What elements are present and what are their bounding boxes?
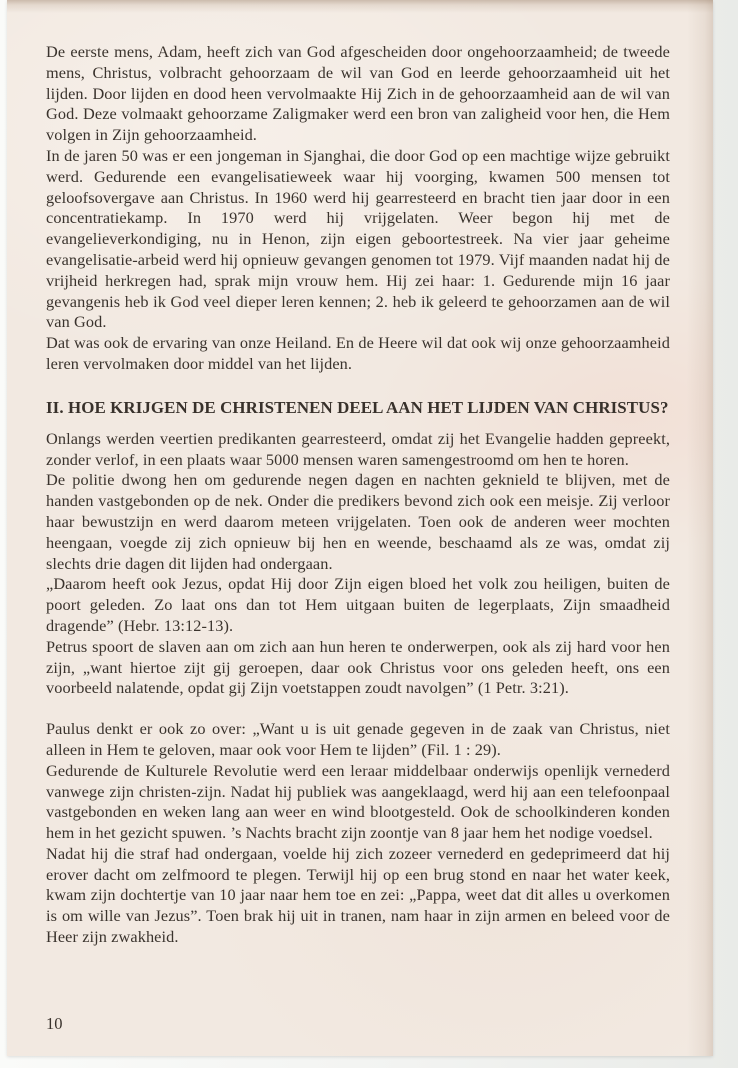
section-heading: II. HOE KRIJGEN DE CHRISTENEN DEEL AAN HET LIJDEN VAN CHRISTUS? [46, 397, 669, 417]
paragraph: Petrus spoort de slaven aan om zich aan hun heren te onderwerpen, ook als zij hard voor hen zijn, „want hiertoe zijt gij geroepen, daar ook Christus voor ons geleden heeft, ons een voorbeeld nalatende, opdat gij Zijn voetstappen zoudt navolgen” (1 Petr. 3:21). [46, 636, 670, 698]
paragraph: Onlangs werden veertien predikanten gearresteerd, omdat zij het Evangelie hadden gepreekt, zonder verlof, in een plaats waar 5000 mensen waren samengestroomd om hen te horen. [46, 428, 670, 469]
paragraph: Dat was ook de ervaring van onze Heiland. En de Heere wil dat ook wij onze gehoorzaamheid leren vervolmaken door middel van het lijden. [46, 333, 670, 373]
paragraph: In de jaren 50 was er een jongeman in Sjanghai, die door God op een machtige wijze gebruikt werd. Gedurende een evangelisatieweek waar hij voorging, kwamen 500 mensen tot geloofsovergave aan Christus. In 1960 werd hij gearresteerd en bracht tien jaar door in een concentratiekamp. In 1970 werd hij vrijgelaten. Weer begon hij met de evangelieverkondiging, nu in Henon, zijn eigen geboortestreek. Na vier jaar geheime evangelisatie-arbeid werd hij opnieuw gevangen genomen tot 1979. Vijf maanden nadat hij de vrijheid herkregen had, sprak mijn vrouw hem. Hij zei haar: 1. Gedurende mijn 16 jaar gevangenis heb ik God veel dieper leren kennen; 2. heb ik geleerd te gehoorzamen aan de wil van God. [46, 145, 670, 332]
paragraph: „Daarom heeft ook Jezus, opdat Hij door Zijn eigen bloed het volk zou heiligen, buiten de poort geleden. Zo laat ons dan tot Hem uitgaan buiten de legerplaats, Zijn smaadheid dragende” (Hebr. 13:12-13). [46, 574, 670, 635]
paragraph: Paulus denkt er ook zo over: „Want u is uit genade gegeven in de zaak van Christus, niet alleen in Hem te geloven, maar ook voor Hem te lijden” (Fil. 1 : 29). [46, 719, 670, 759]
paragraph: Nadat hij die straf had ondergaan, voelde hij zich zozeer vernederd en gedeprimeerd dat hij erover dacht om zelfmoord te plegen. Terwijl hij op een brug stond en naar het water keek, kwam zijn dochtertje van 10 jaar naar hem toe en zei: „Pappa, weet dat dit alles u overkomen is om wille van Jezus”. Toen brak hij uit in tranen, nam haar in zijn armen en beleed voor de Heer zijn zwakheid. [46, 843, 670, 947]
paragraph: De eerste mens, Adam, heeft zich van God afgescheiden door ongehoorzaamheid; de tweede mens, Christus, volbracht gehoorzaam de wil van God en leerde gehoorzaamheid uit het lijden. Door lijden en dood heen vervolmaakte Hij Zich in de gehoorzaamheid aan de wil van God. Deze volmaakt gehoorzame Zaligmaker werd een bron van zaligheid voor hen, die Hem volgen in Zijn gehoorzaamheid. [46, 42, 670, 145]
paragraph: Gedurende de Kulturele Revolutie werd een leraar middelbaar onderwijs openlijk vernederd vanwege zijn christen-zijn. Nadat hij publiek was aangeklaagd, werd hij aan een telefoonpaal vastgebonden en weken lang aan weer en wind blootgesteld. Ook de schoolkinderen konden hem in het gezicht spuwen. ’s Nachts bracht zijn zoontje van 8 jaar hem het nodige voedsel. [46, 760, 670, 843]
paragraph: De politie dwong hen om gedurende negen dagen en nachten geknield te blijven, met de handen vastgebonden op de nek. Onder die predikers bevond zich ook een meisje. Zij verloor haar bewustzijn en werd daarom meteen vrijgelaten. Toen ook de anderen weer mochten heengaan, voegde zij zich opnieuw bij hen en weende, beschaamd als ze was, omdat zij slechts drie dagen dit lijden had ondergaan. [46, 470, 670, 573]
page-number: 10 [46, 1014, 63, 1033]
page-content [46, 42, 670, 948]
book-page [7, 0, 713, 1056]
